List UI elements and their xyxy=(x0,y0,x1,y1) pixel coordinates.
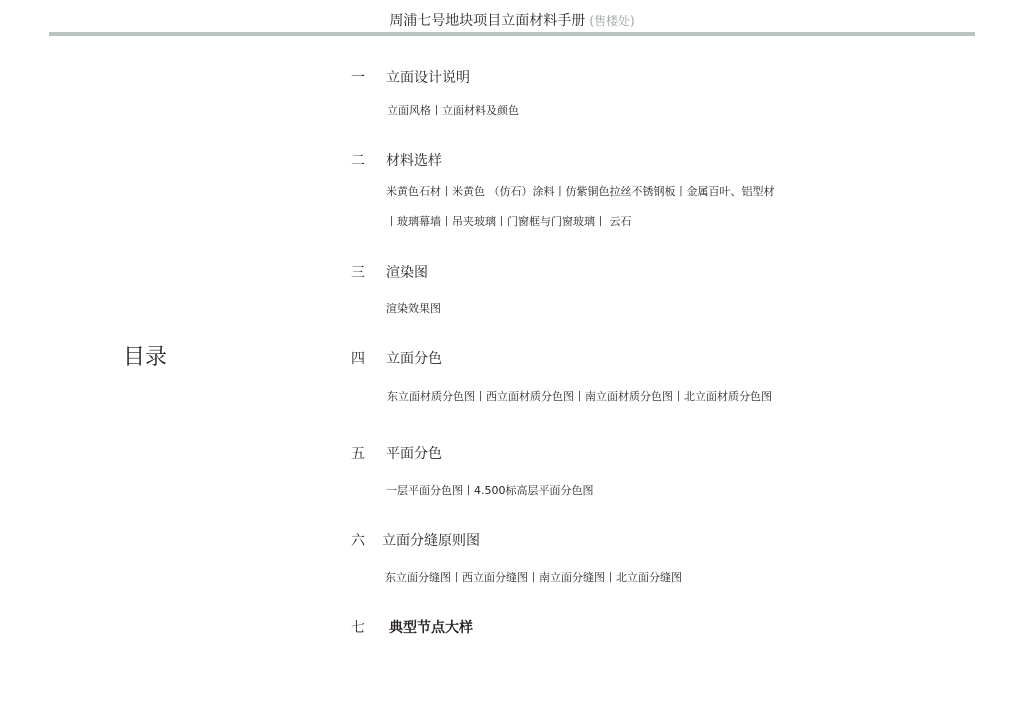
toc-section-6 xyxy=(351,532,682,584)
toc-section-items: 东立面分缝图丨西立面分缝图丨南立面分缝图丨北立面分缝图 xyxy=(385,571,682,584)
toc-section-3 xyxy=(351,264,441,315)
toc-section-2 xyxy=(351,152,775,228)
toc-section-items: 丨玻璃幕墙丨吊夹玻璃丨门窗框与门窗玻璃丨 云石 xyxy=(386,215,632,228)
toc-section-heading xyxy=(351,350,442,368)
toc-section-title: 立面设计说明 xyxy=(386,70,470,86)
document-subtitle: (售楼处) xyxy=(589,14,635,28)
toc-section-number: 二 xyxy=(351,153,365,169)
toc-section-title: 立面分缝原则图 xyxy=(382,533,480,549)
toc-section-title: 立面分色 xyxy=(386,351,442,367)
toc-section-4 xyxy=(351,350,772,403)
toc-section-5 xyxy=(351,445,594,497)
toc-section-1 xyxy=(351,69,519,117)
page-header xyxy=(0,12,1024,30)
toc-section-7 xyxy=(351,619,473,637)
toc-section-number: 三 xyxy=(351,265,365,281)
toc-section-items: 立面风格丨立面材料及颜色 xyxy=(387,104,519,117)
toc-section-items: 东立面材质分色图丨西立面材质分色图丨南立面材质分色图丨北立面材质分色图 xyxy=(387,390,772,403)
toc-section-title: 渲染图 xyxy=(386,265,428,281)
toc-section-title: 典型节点大样 xyxy=(389,620,473,636)
toc-section-number: 五 xyxy=(351,446,365,462)
toc-section-title: 材料选样 xyxy=(386,153,442,169)
header-divider xyxy=(49,32,975,36)
document-title: 周浦七号地块项目立面材料手册 xyxy=(389,13,586,29)
toc-title: 目录 xyxy=(123,345,168,370)
toc-section-number: 一 xyxy=(351,70,365,86)
toc-section-heading xyxy=(351,69,470,87)
toc-section-items: 渲染效果图 xyxy=(386,302,441,315)
toc-section-heading xyxy=(351,445,442,463)
toc-section-title: 平面分色 xyxy=(386,446,442,462)
toc-section-heading xyxy=(351,532,480,550)
toc-section-number: 七 xyxy=(351,620,365,636)
toc-section-items: 一层平面分色图丨4.500标高层平面分色图 xyxy=(386,484,594,497)
toc-section-heading xyxy=(351,264,428,282)
toc-section-number: 四 xyxy=(351,351,365,367)
toc-section-heading xyxy=(351,152,442,170)
toc-section-items: 米黄色石材丨米黄色 （仿石）涂料丨仿紫铜色拉丝不锈钢板丨金属百叶、铝型材 xyxy=(386,185,775,198)
toc-section-number: 六 xyxy=(351,533,365,549)
toc-section-heading xyxy=(351,619,473,637)
